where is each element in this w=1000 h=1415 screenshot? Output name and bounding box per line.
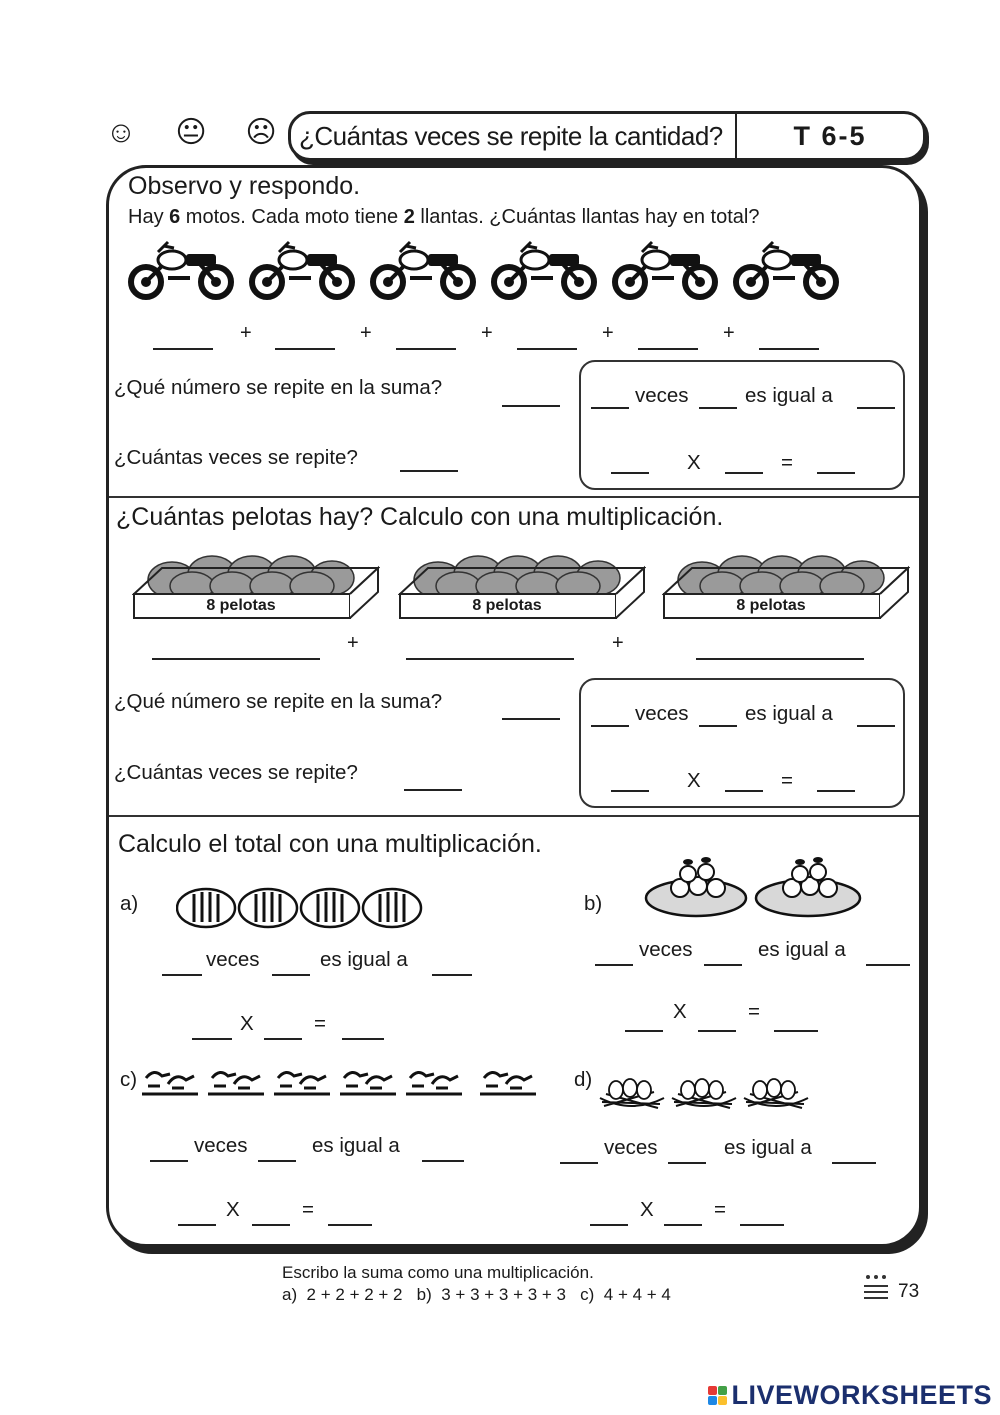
section2-title: ¿Cuántas pelotas hay? Calculo con una multiplicación. — [116, 503, 724, 531]
plus-sign: + — [240, 322, 252, 344]
answer-blank[interactable] — [275, 330, 335, 350]
plus-sign: + — [347, 632, 359, 654]
happy-face-icon[interactable]: ☺ — [105, 116, 137, 149]
equals-sign: = — [302, 1198, 314, 1221]
ball-crate — [662, 552, 910, 620]
answer-blank[interactable] — [517, 330, 577, 350]
times-sign: X — [673, 1000, 687, 1023]
word-veces: veces — [604, 1136, 658, 1159]
answer-blank[interactable] — [404, 771, 462, 791]
answer-blank[interactable] — [264, 1020, 302, 1040]
answer-blank[interactable] — [258, 1142, 296, 1162]
plus-sign: + — [360, 322, 372, 344]
answer-blank[interactable] — [192, 1020, 232, 1040]
question-repeat-number: ¿Qué número se repite en la suma? — [114, 690, 443, 713]
answer-blank[interactable] — [696, 640, 864, 660]
exercise-label: b) — [584, 892, 603, 915]
answer-blank[interactable] — [725, 772, 763, 792]
answer-blank[interactable] — [595, 946, 633, 966]
question-repeat-times: ¿Cuántas veces se repite? — [114, 761, 358, 784]
section-divider — [109, 496, 919, 498]
answer-blank[interactable] — [664, 1206, 702, 1226]
section1-title: Observo y respondo. — [128, 172, 361, 200]
answer-blank[interactable] — [725, 454, 763, 474]
worksheet-title-bar — [288, 111, 926, 161]
answer-blank[interactable] — [591, 707, 629, 727]
footer-instruction: Escribo la suma como una multiplicación. — [282, 1263, 594, 1282]
answer-blank[interactable] — [342, 1020, 384, 1040]
section1-prompt: Hay 6 motos. Cada moto tiene 2 llantas. ¿Cuántas llantas hay en total? — [128, 206, 760, 228]
times-sign: X — [240, 1012, 254, 1035]
ball-crate — [132, 552, 380, 620]
word-es-igual-a: es igual a — [312, 1134, 400, 1157]
answer-blank[interactable] — [560, 1144, 598, 1164]
word-es-igual-a: es igual a — [745, 702, 833, 725]
answer-blank[interactable] — [422, 1142, 464, 1162]
multiplication-box — [579, 678, 905, 808]
answer-blank[interactable] — [502, 387, 560, 407]
word-veces: veces — [194, 1134, 248, 1157]
times-sign: X — [687, 769, 701, 792]
equals-sign: = — [314, 1012, 326, 1035]
answer-blank[interactable] — [162, 956, 202, 976]
plus-sign: + — [723, 322, 735, 344]
section-divider — [109, 815, 919, 817]
motorcycle-icons — [128, 238, 858, 302]
crate-label: 8 pelotas — [206, 597, 276, 614]
answer-blank[interactable] — [272, 956, 310, 976]
exercise-label: d) — [574, 1068, 593, 1091]
sad-face-icon[interactable]: ☹ — [245, 116, 277, 149]
equals-sign: = — [781, 769, 793, 792]
answer-blank[interactable] — [152, 640, 320, 660]
answer-blank[interactable] — [432, 956, 472, 976]
worksheet-title: ¿Cuántas veces se repite la cantidad? — [299, 120, 723, 151]
answer-blank[interactable] — [502, 700, 560, 720]
times-sign: X — [640, 1198, 654, 1221]
crate-label: 8 pelotas — [472, 597, 542, 614]
liveworksheets-logo-icon — [708, 1386, 727, 1405]
answer-blank[interactable] — [625, 1012, 663, 1032]
answer-blank[interactable] — [150, 1142, 188, 1162]
times-sign: X — [687, 451, 701, 474]
word-es-igual-a: es igual a — [724, 1136, 812, 1159]
footer-exercises: a) 2 + 2 + 2 + 2 b) 3 + 3 + 3 + 3 + 3 c) 4 + 4 + 4 — [282, 1285, 671, 1304]
bird-groups-icon — [140, 1064, 546, 1100]
equals-sign: = — [781, 451, 793, 474]
question-repeat-times: ¿Cuántas veces se repite? — [114, 446, 358, 469]
plus-sign: + — [612, 632, 624, 654]
answer-blank[interactable] — [698, 1012, 736, 1032]
section3-title: Calculo el total con una multiplicación. — [118, 830, 542, 858]
answer-blank[interactable] — [396, 330, 456, 350]
equals-sign: = — [714, 1198, 726, 1221]
answer-blank[interactable] — [153, 330, 213, 350]
crate-label: 8 pelotas — [736, 597, 806, 614]
ball-crate — [398, 552, 646, 620]
answer-blank[interactable] — [866, 946, 910, 966]
word-veces: veces — [206, 948, 260, 971]
question-repeat-number: ¿Qué número se repite en la suma? — [114, 376, 443, 399]
answer-blank[interactable] — [759, 330, 819, 350]
equals-sign: = — [748, 1000, 760, 1023]
worksheet-code: T 6-5 — [735, 114, 923, 158]
apple-plates-icon — [644, 852, 862, 920]
word-es-igual-a: es igual a — [758, 938, 846, 961]
multiplication-box — [579, 360, 905, 490]
liveworksheets-logo[interactable] — [708, 1380, 992, 1411]
answer-blank[interactable] — [178, 1206, 216, 1226]
answer-blank[interactable] — [857, 389, 895, 409]
word-veces: veces — [635, 702, 689, 725]
word-veces: veces — [635, 384, 689, 407]
answer-blank[interactable] — [699, 389, 737, 409]
neutral-face-icon[interactable]: 😐 — [175, 116, 207, 149]
answer-blank[interactable] — [252, 1206, 290, 1226]
rating-faces — [104, 118, 278, 148]
answer-blank[interactable] — [740, 1206, 784, 1226]
answer-blank[interactable] — [699, 707, 737, 727]
egg-nests-icon — [598, 1070, 812, 1112]
answer-blank[interactable] — [400, 452, 458, 472]
answer-blank[interactable] — [774, 1012, 818, 1032]
plus-sign: + — [602, 322, 614, 344]
brand-name: LIVEWORKSHEETS — [731, 1380, 992, 1410]
word-es-igual-a: es igual a — [745, 384, 833, 407]
exercise-label: a) — [120, 892, 139, 915]
times-sign: X — [226, 1198, 240, 1221]
word-veces: veces — [639, 938, 693, 961]
onion-bunches-icon — [176, 886, 426, 930]
answer-blank[interactable] — [668, 1144, 706, 1164]
plus-sign: + — [481, 322, 493, 344]
answer-blank[interactable] — [590, 1206, 628, 1226]
answer-blank[interactable] — [328, 1206, 372, 1226]
abacus-icon — [862, 1274, 890, 1300]
word-es-igual-a: es igual a — [320, 948, 408, 971]
answer-blank[interactable] — [817, 772, 855, 792]
answer-blank[interactable] — [611, 772, 649, 792]
exercise-label: c) — [120, 1068, 138, 1091]
page-number: 73 — [898, 1281, 920, 1302]
answer-blank[interactable] — [638, 330, 698, 350]
answer-blank[interactable] — [857, 707, 895, 727]
answer-blank[interactable] — [591, 389, 629, 409]
answer-blank[interactable] — [406, 640, 574, 660]
answer-blank[interactable] — [832, 1144, 876, 1164]
answer-blank[interactable] — [817, 454, 855, 474]
answer-blank[interactable] — [611, 454, 649, 474]
answer-blank[interactable] — [704, 946, 742, 966]
